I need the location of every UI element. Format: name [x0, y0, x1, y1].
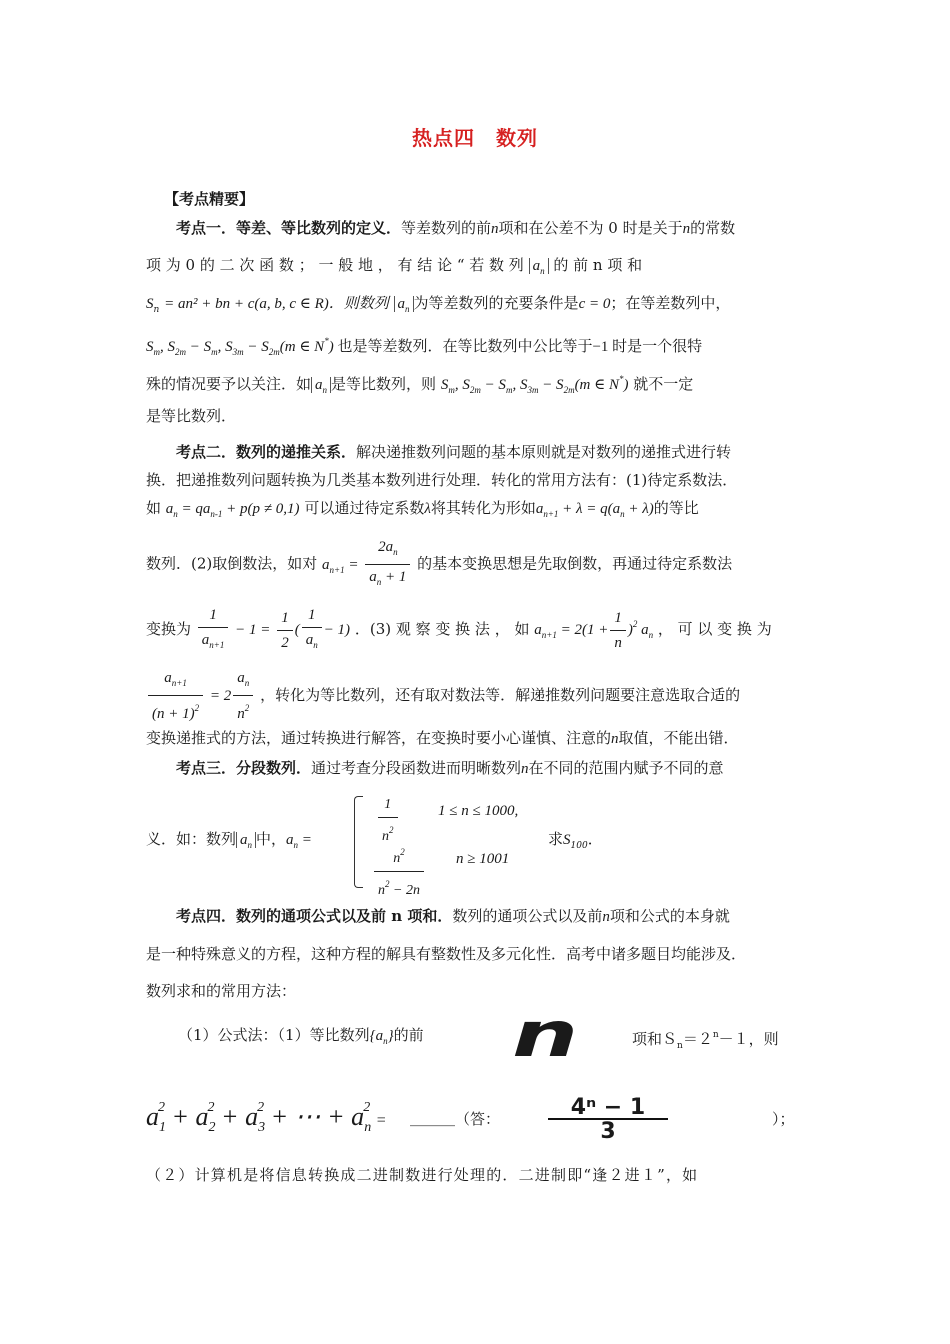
p2-line6: $\frac{a_{n+1}}{(n + 1)^2}$ = 2 $\frac{a_n}{n^2}$ ，转化为等比数列，还有取对数法等．解递推数列问题要注意选取合适的	[146, 666, 740, 726]
p2-line5: 变换为 $\frac{1}{a_{n+1}}$ − 1 = $\frac{1}{2}$ ( $\frac{1}{a_n}$ − 1) ．(3) 观 察 变 换 法 ， 如 $a_{n+1} = 2(1$ + $\frac{1}{n}$ )$^2$ $a_n$ ， 可 以 变 换 为	[146, 600, 772, 659]
answer-blank: ＿＿＿（答：	[410, 1110, 501, 1128]
p3-line1: 考点三．分段数列．通过考查分段函数进而明晰数列n在不同的范围内赋予不同的意	[176, 759, 724, 777]
p1-line5: 殊的情况要予以关注．如 $a_n$ 是等比数列，则 $S_m$, $S_{2m} - S_m$, $S_{3m} - S_{2m}(m$ ∈ N*) 就不一定	[146, 374, 694, 395]
p4-line3: 数列求和的常用方法：	[146, 982, 297, 1000]
p3-line2: 义．如：数列 $a_n$ 中，$a_n$ =	[146, 830, 312, 850]
answer-close: ）；	[772, 1110, 795, 1128]
section-label: 【考点精要】	[164, 190, 255, 208]
p1-heading: 考点一．等差、等比数列的定义．	[176, 219, 402, 237]
big-n-glyph: n	[512, 998, 579, 1071]
p4-heading: 考点四．数列的通项公式以及前 n 项和．	[176, 907, 453, 925]
p4-line6: （２）计算机是将信息转换成二进制数进行处理的．二进制即“逢２进１”，如	[146, 1166, 699, 1184]
sum-of-squares: $a_1^2 + a_2^2 + a_3^2$ + ⋯ + $a_n^2$ =	[146, 1100, 386, 1135]
piecewise-brace	[354, 796, 363, 888]
p2-heading: 考点二．数列的递推关系．	[176, 443, 357, 461]
p2-line7: 变换递推式的方法，通过转换进行解答，在变换时要小心谨慎、注意的n取值，不能出错．	[146, 729, 739, 747]
page-title: 热点四 数列	[412, 126, 538, 150]
answer-fraction: $\frac{\text{4ⁿ − 1}}{3}$	[548, 1098, 668, 1144]
piece1-cond: 1 ≤ n ≤ 1000,	[438, 803, 519, 819]
piece1-frac: $\frac{1}{n^2}$	[376, 793, 400, 849]
p4-line4: （1）公式法：（1）等比数列$\{a_n\}$的前	[178, 1026, 424, 1046]
p2-line2: 换．把递推数列问题转换为几类基本数列进行处理．转化的常用方法有：(1)待定系数法．	[146, 471, 738, 489]
p2-line4: 数列．(2)取倒数法，如对 $a_{n+1}$ = $\frac{2a_n}{a_n + 1}$ 的基本变换思想是先取倒数，再通过待定系数法	[146, 535, 732, 594]
p2-line3: 如 $a_n = qa_{n-1} + p(p \ne 0,1)$ 可以通过待定系数λ将其转化为形如$a_{n+1} + \lambda = q(a_n + \lambda)$的等比	[146, 499, 699, 519]
piece2-frac: $\frac{n^2}{n^2 - 2n}$	[372, 840, 426, 903]
p1-line2: 项 为 0 的 二 次 函 数 ； 一 般 地 ， 有 结 论 “ 若 数 列 $a_n$ 的 前 n 项 和	[146, 256, 643, 276]
p4-line1: 考点四．数列的通项公式以及前 n 项和．数列的通项公式以及前n项和公式的本身就	[176, 907, 730, 925]
p4-line4-right: 项和$S_n=2^n-1$，则	[632, 1030, 779, 1051]
p1-line3: $S_n = an^2$ + bn + c(a, b, c ∈ R)．则数列 $a_n$ 为等差数列的充要条件是c = 0；在等差数列中，	[146, 294, 731, 315]
p1-line4: $S_m$, $S_{2m} - S_m$, $S_{3m} - S_{2m}(m$ ∈ N*) 也是等差数列．在等比数列中公比等于−1 时是一个很特	[146, 336, 703, 357]
piece2-cond: n ≥ 1001	[456, 851, 510, 867]
p2-line1: 考点二．数列的递推关系．解决递推数列问题的基本原则就是对数列的递推式进行转	[176, 443, 732, 461]
p1-line1: 考点一．等差、等比数列的定义．等差数列的前n项和在公差不为 0 时是关于n的常数	[176, 219, 736, 237]
p4-line2: 是一种特殊意义的方程，这种方程的解具有整数性及多元化性．高考中诸多题目均能涉及．	[146, 945, 747, 963]
ask-s100: 求$S_{100}$．	[548, 830, 603, 851]
p1-line6: 是等比数列．	[146, 407, 237, 425]
p3-heading: 考点三．分段数列．	[176, 759, 312, 777]
fraction-recursion: $\frac{2a_n}{a_n + 1}$	[365, 535, 410, 594]
